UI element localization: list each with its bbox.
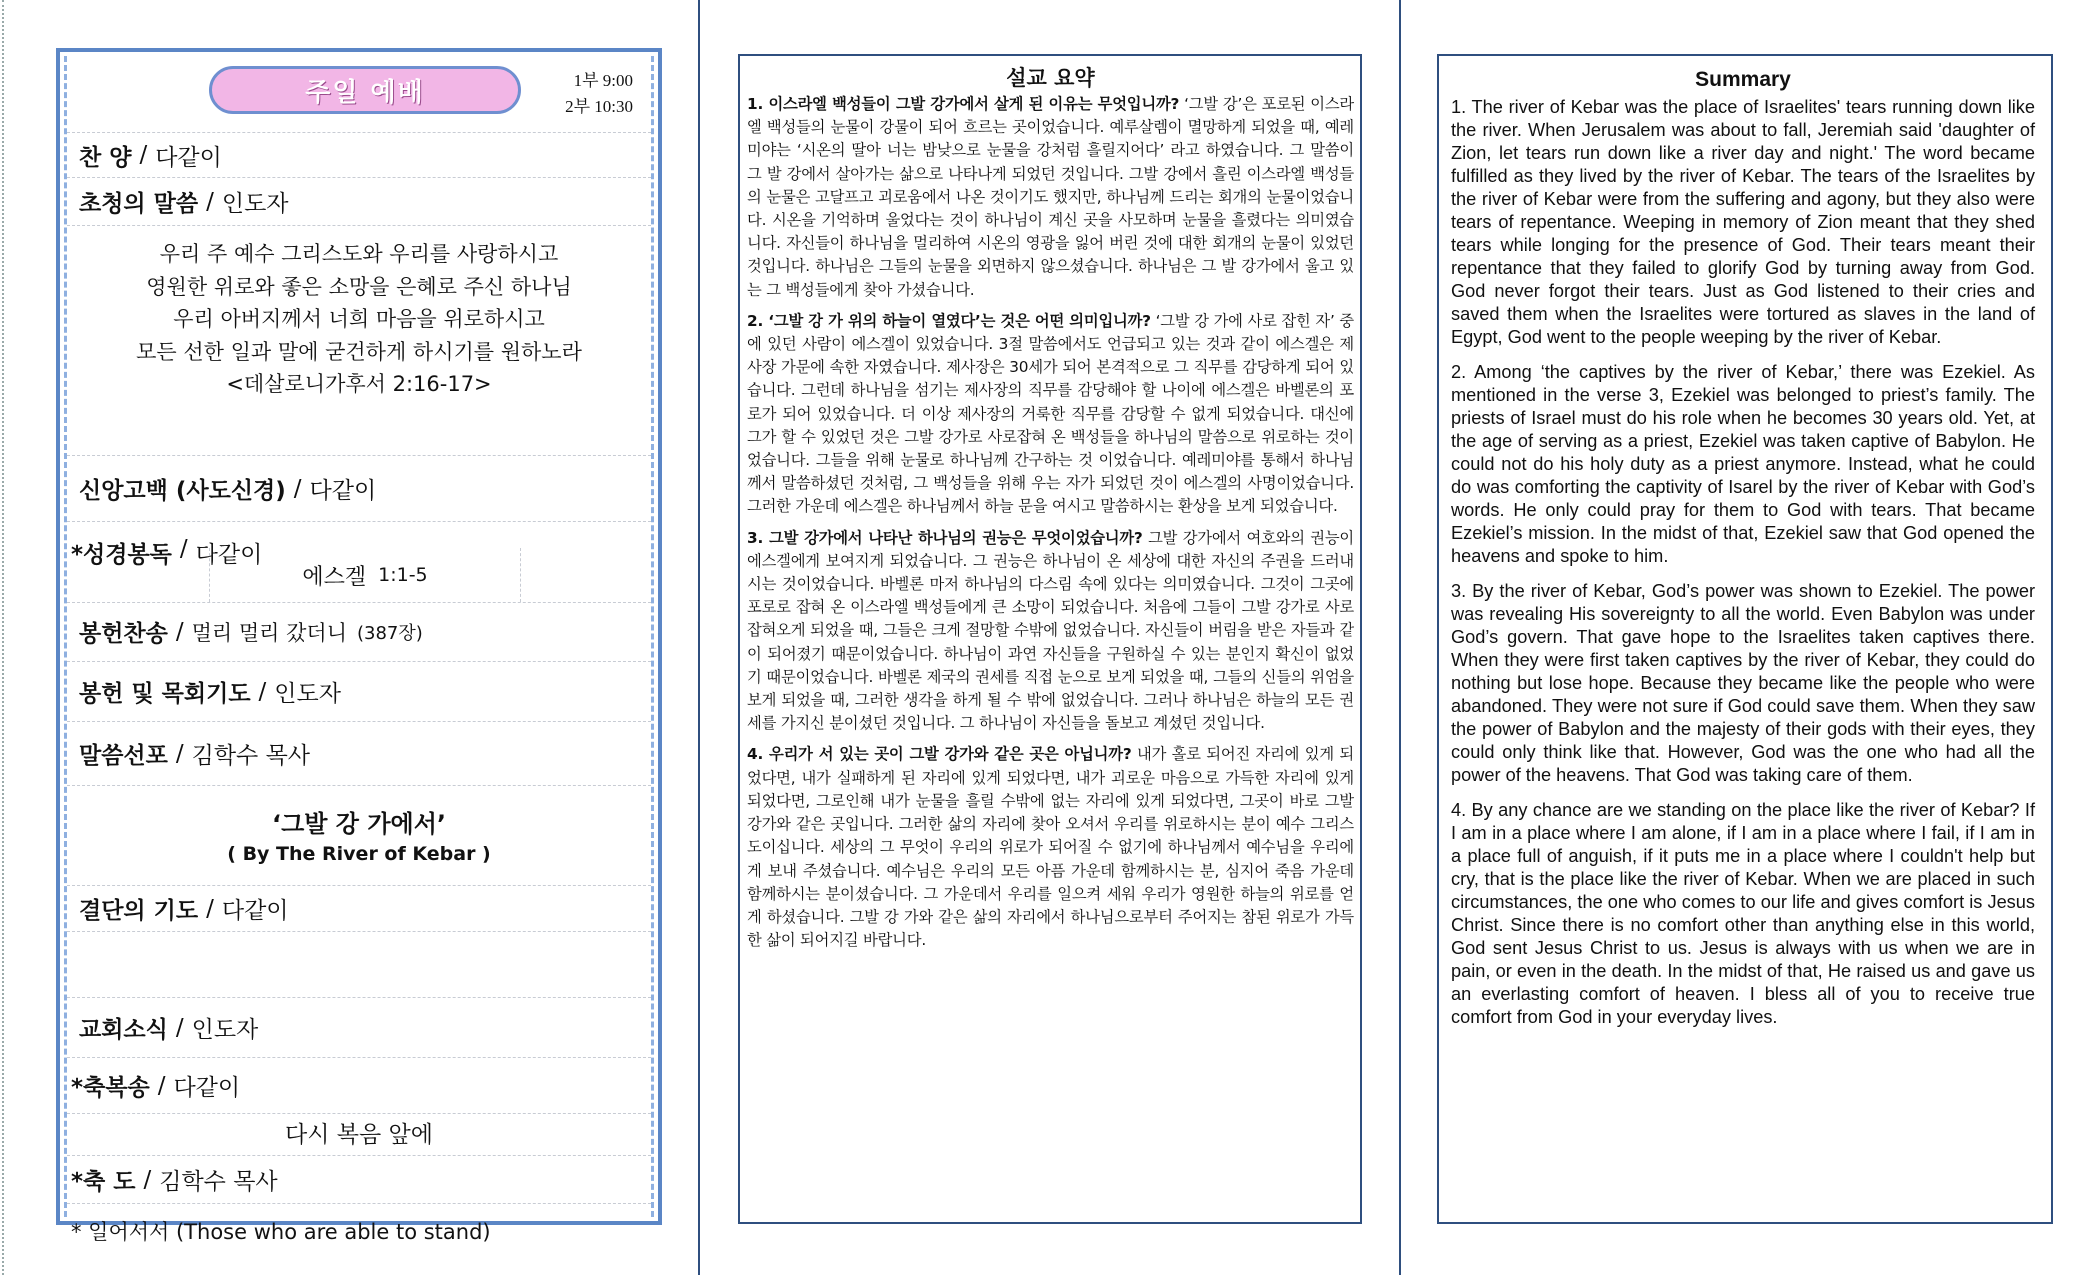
invocation-line: 영원한 위로와 좋은 소망을 은혜로 주신 하나님 <box>146 274 572 299</box>
row-leader: 인도자 <box>274 681 341 707</box>
row-leader: 다같이 <box>155 144 222 171</box>
english-summary-paragraph: 4. By any chance are we standing on the place like the river of Kebar? If I am in a place where I am alone, if I am in a place where I fail, if I am in a place full of anguish, if it puts me in a place where I couldn't help but cry, that is the place like the river of Kebar. When we are placed in such circumstances, the one who comes to our life and gives comfort is Jesus Christ. Since there is no comfort other than anything else in this world, God sent Jesus Christ to us. Jesus is always with us when we are in pain, or even in the death. In the midst of that, He raised us and gave us an everlasting comfort of heaven. I bless all of you to receive true comfort from God in your everyday lives. <box>1451 800 2035 1027</box>
english-summary-paragraph: 1. The river of Kebar was the place of Israelites' tears running down like the river. When Jerusalem was about to fall, Jeremiah said 'daughter of Zion, let tears run down like a river day and night.' The word became fulfilled as they lived by the river of Kebar. The tears of the Israelites by the river of Kebar were from the suffering and agony, but they also were tears of repentance. Weeping in memory of Zion meant that they shed tears while longing for the presence of God. Their tears meant their repentance that they failed to glorify God by turning away from God. God never forgot their tears. Just as God listened to their cries and saved them when the Israelites were tortured as slaves in the land of Egypt, God went to the people weeping by the river of Kebar. <box>1451 97 2035 347</box>
worship-order-panel <box>56 48 662 1244</box>
row-benediction <box>67 1156 651 1204</box>
row-separator: / <box>175 740 184 767</box>
row-leader: 인도자 <box>191 1017 259 1043</box>
invocation-line: 우리 아버지께서 너희 마음을 위로하시고 <box>173 307 545 331</box>
row-offering-prayer <box>67 662 651 722</box>
hymn-number: (387장) <box>356 622 423 644</box>
english-summary-title: Summary <box>1695 68 1791 91</box>
row-leader: 김학수 목사 <box>191 743 311 769</box>
summary-answer: 그발 강가에서 여호와의 권능이 에스겔에게 보여지게 되었습니다. 그 권능은 하나님이 온 세상에 대한 자신의 주권을 드러내시는 것이었습니다. 바벨론 마저 하나님의 다스림 속에 있다는 의미였습니다. 그것이 그곳에 포로로 잡혀 온 이스라엘 백성들에게 큰 소망이 되었습니다. 처음에 그들이 그발 강가로 사로 잡혀오게 되었을 때, 그들은 크게 절망할 수밖에 없었습니다. 자신들이 버림을 받은 자들과 같이 되어졌기 때문이었습니다. 하나님이 과연 자신들을 구원하실 수 있는 분인지 확신이 없었기 때문이었습니다. 바벨론 제국의 권세를 직접 눈으로 보게 되었을 때, 그들의 신들의 위엄을 보게 되었을 때, 그러한 생각을 하게 될 수 밖에 없었습니다. 그러나 하나님은 하늘의 모든 권세를 가지신 분이셨던 것입니다. 그 하나님이 자신들을 돌보고 계셨던 것입니다. <box>747 528 1354 733</box>
korean-summary-paragraph <box>747 310 1354 519</box>
invocation-text <box>67 226 651 456</box>
worship-order-inner <box>64 56 654 1244</box>
summary-answer: 내가 홀로 되어진 자리에 있게 되었다면, 내가 실패하게 된 자리에 있게 되었다면, 내가 괴로운 마음으로 가득한 자리에 있게 되었다면, 그로인해 내가 눈물을 흘릴 수밖에 없는 자리에 있게 되었다면, 그곳이 바로 그발 강가와 같은 곳입니다. 그러한 삶의 자리에 찾아 오셔서 우리를 위로하시는 분이 예수 그리스도이십니다. 세상의 그 무엇이 우리의 위로가 되어질 수 없기에 하나님께서 예수님을 우리에게 보내 주셨습니다. 예수님은 우리의 모든 아픔 가운데 함께하시는 분, 심지어 죽음 가운데 함께하시는 분이셨습니다. 그 가운데서 우리를 일으켜 세워 우리가 영원한 하늘의 위로를 얻게 하셨습니다. 그발 강 가와 같은 삶의 자리에서 하나님으로부터 주어지는 참된 위로가 가득한 삶이 되어지길 바랍니다. <box>747 745 1354 950</box>
worship-title-pill: 주일 예배 <box>209 66 521 114</box>
closing-hymn-title: 다시 복음 앞에 <box>67 1114 651 1156</box>
first-service-time: 1부 9:00 <box>573 71 633 90</box>
english-summary-paragraph: 3. By the river of Kebar, God’s power was shown to Ezekiel. The power was revealing His sovereignty to all the world. Even Babylon was under God’s govern. That gave hope to the Israelites taken captives there. When they were first taken captives by the river of Kebar, they could do nothing but lose hope. Because they became like the people who were abandoned. They were not sure if God could save them. When they saw the power of Babylon and the majesty of their gods with their eyes, they could only think like that. However, God was the one who had all the power of the heavens. That God was taking care of them. <box>1451 581 2035 785</box>
row-separator: / <box>157 1072 166 1099</box>
summary-question: 2. ‘그발 강 가 위의 하늘이 열였다’는 것은 어떤 의미입니까? <box>747 311 1151 330</box>
second-service-time: 2부 10:30 <box>565 97 633 116</box>
row-leader: 다같이 <box>221 898 289 924</box>
row-leader: 다같이 <box>173 1075 241 1101</box>
invocation-reference: <데살로니가후서 2:16-17> <box>226 372 492 396</box>
row-label: 교회소식 <box>79 1017 168 1043</box>
scripture-passage <box>209 548 521 602</box>
row-leader: 다같이 <box>195 542 263 568</box>
invocation-line: 우리 주 예수 그리스도와 우리를 사랑하시고 <box>159 242 559 266</box>
fold-line-right <box>1399 0 1401 1275</box>
stand-note: * 일어서서 (Those who are able to stand) <box>71 1220 491 1244</box>
row-apostles-creed <box>67 456 651 522</box>
row-praise <box>67 132 651 178</box>
row-sermon <box>67 722 651 786</box>
row-doxology <box>67 1058 651 1114</box>
english-summary-paragraph: 2. Among ‘the captives by the river of Kebar,’ there was Ezekiel. As mentioned in the verse 3, Ezekiel was belonged to priest’s family. The priests of Israel must do his role when he becomes 30 years old. Yet, at the age of serving as a priest, Ezekiel was taken captive of Babylon. He could not do his holy duty as a priest anymore. Instead, what he could do was comforting the captivity of Isarel by the river of Kebar with God’s words. He only could pray for them to God with tears. That became Ezekiel’s mission. In the midst of that, Ezekiel saw that God opened the heavens and spoke to him. <box>1451 362 2035 566</box>
row-label: *축 도 <box>71 1169 136 1195</box>
row-label: 신앙고백 (사도신경) <box>79 478 286 504</box>
scripture-book: 에스겔 <box>302 564 367 590</box>
row-separator: / <box>293 475 302 502</box>
korean-sermon-summary <box>738 54 1362 1224</box>
summary-question: 4. 우리가 서 있는 곳이 그발 강가와 같은 곳은 아닙니까? <box>747 745 1132 764</box>
panel-edge-dots <box>2 0 4 1275</box>
fold-line-left <box>698 0 700 1275</box>
row-separator: / <box>139 142 148 168</box>
row-separator: / <box>206 188 214 215</box>
english-sermon-summary <box>1437 54 2053 1224</box>
summary-question: 3. 그발 강가에서 나타난 하나님의 권능은 무엇이었습니까? <box>747 528 1143 547</box>
row-label: 초청의 말씀 <box>79 191 199 217</box>
scripture-reference: 1:1-5 <box>378 564 428 586</box>
row-label: 봉헌 및 목회기도 <box>79 681 251 707</box>
korean-summary-paragraph <box>747 93 1354 302</box>
row-leader: 인도자 <box>221 191 289 217</box>
summary-question: 1. 이스라엘 백성들이 그발 강가에서 살게 된 이유는 무엇입니까? <box>747 95 1180 113</box>
sermon-title-english: ( By The River of Kebar ) <box>227 843 491 865</box>
row-separator: / <box>258 678 267 705</box>
row-label: 결단의 기도 <box>79 898 199 924</box>
hymn-title: 멀리 멀리 갔더니 <box>191 620 347 645</box>
summary-answer: ‘그발 강’은 포로된 이스라엘 백성들의 눈물이 강물이 되어 흐르는 곳이었습니다. 예루살렘이 멸망하게 되었을 때, 예레미야는 ‘시온의 딸아 너는 밤낮으로 눈물을 강처럼 흘릴지어다’ 라고 하였습니다. 그 말씀이 그 발 강에서 살아가는 삶으로 나타나게 되었던 것입니다. 그발 강에서 흘린 이스라엘 백성들의 눈물은 고달프고 괴로움에서 나온 것이기도 했지만, 하나님께 드리는 회개의 눈물이었습니다. 시온을 기억하며 울었다는 것이 하나님이 계신 곳을 사모하며 눈물을 흘렸다는 의미였습니다. 자신들이 하나님을 멀리하여 시온의 영광을 잃어 버린 것에 대한 회개의 눈물이 있었던 것입니다. 하나님은 그들의 눈물을 외면하지 않으셨습니다. 하나님은 그 발 강가에서 울고 있는 그 백성들에게 찾아 가셨습니다. <box>747 95 1354 299</box>
row-label: 봉헌찬송 <box>79 621 168 647</box>
row-separator: / <box>175 618 184 645</box>
row-leader: 김학수 목사 <box>159 1169 278 1195</box>
row-call-to-worship <box>67 178 651 226</box>
invocation-line: 모든 선한 일과 말에 굳건하게 하시기를 원하노라 <box>136 339 582 364</box>
row-separator: / <box>206 895 214 922</box>
row-church-news <box>67 998 651 1058</box>
row-separator: / <box>179 536 188 562</box>
row-label: *성경봉독 <box>71 542 172 568</box>
worship-header <box>67 56 651 134</box>
korean-summary-title: 설교 요약 <box>1006 66 1095 90</box>
korean-summary-paragraph <box>747 527 1354 736</box>
sermon-title-korean: ‘그발 강 가에서’ <box>271 810 447 838</box>
row-leader: 다같이 <box>309 478 377 504</box>
korean-summary-paragraph <box>747 743 1354 952</box>
summary-answer: ‘그발 강 가에 사로 잡힌 자’ 중에 있던 사람이 에스겔이 있었습니다. 3절 말씀에서도 언급되고 있는 것과 같이 에스겔은 제사장 가문에 속한 자였습니다. 제사장은 30세가 되어 본격적으로 그 직무를 감당하게 되어 있습니다. 그런데 하나님을 섬기는 제사장의 직무를 감당해야 할 나이에 에스겔은 바벨론의 포로가 되어 있었습니다. 더 이상 제사장의 거룩한 직무를 감당할 수 없게 되었습니다. 대신에 그가 할 수 있었던 것은 그발 강가로 사로잡혀 온 백성들을 하나님의 말씀으로 위로하는 것이었습니다. 그들을 위해 눈물로 하나님께 간구하는 것 이었습니다. 예레미야를 통해서 하나님께서 말씀하셨던 것처럼, 그 백성들을 위해 우는 자가 되었던 것이 에스겔의 사명이었습니다. 그러한 가운데 에스겔은 하나님께서 하늘 문을 여시고 말씀하시는 환상을 보게 되었습니다. <box>747 311 1354 516</box>
row-decision-prayer <box>67 886 651 932</box>
row-blank <box>67 932 651 998</box>
row-label: *축복송 <box>71 1075 150 1101</box>
row-label: 말씀선포 <box>79 743 168 769</box>
row-separator: / <box>175 1014 184 1041</box>
row-label: 찬 양 <box>79 144 132 171</box>
sermon-title <box>67 786 651 886</box>
row-offertory-hymn <box>67 602 651 662</box>
row-separator: / <box>143 1166 152 1193</box>
